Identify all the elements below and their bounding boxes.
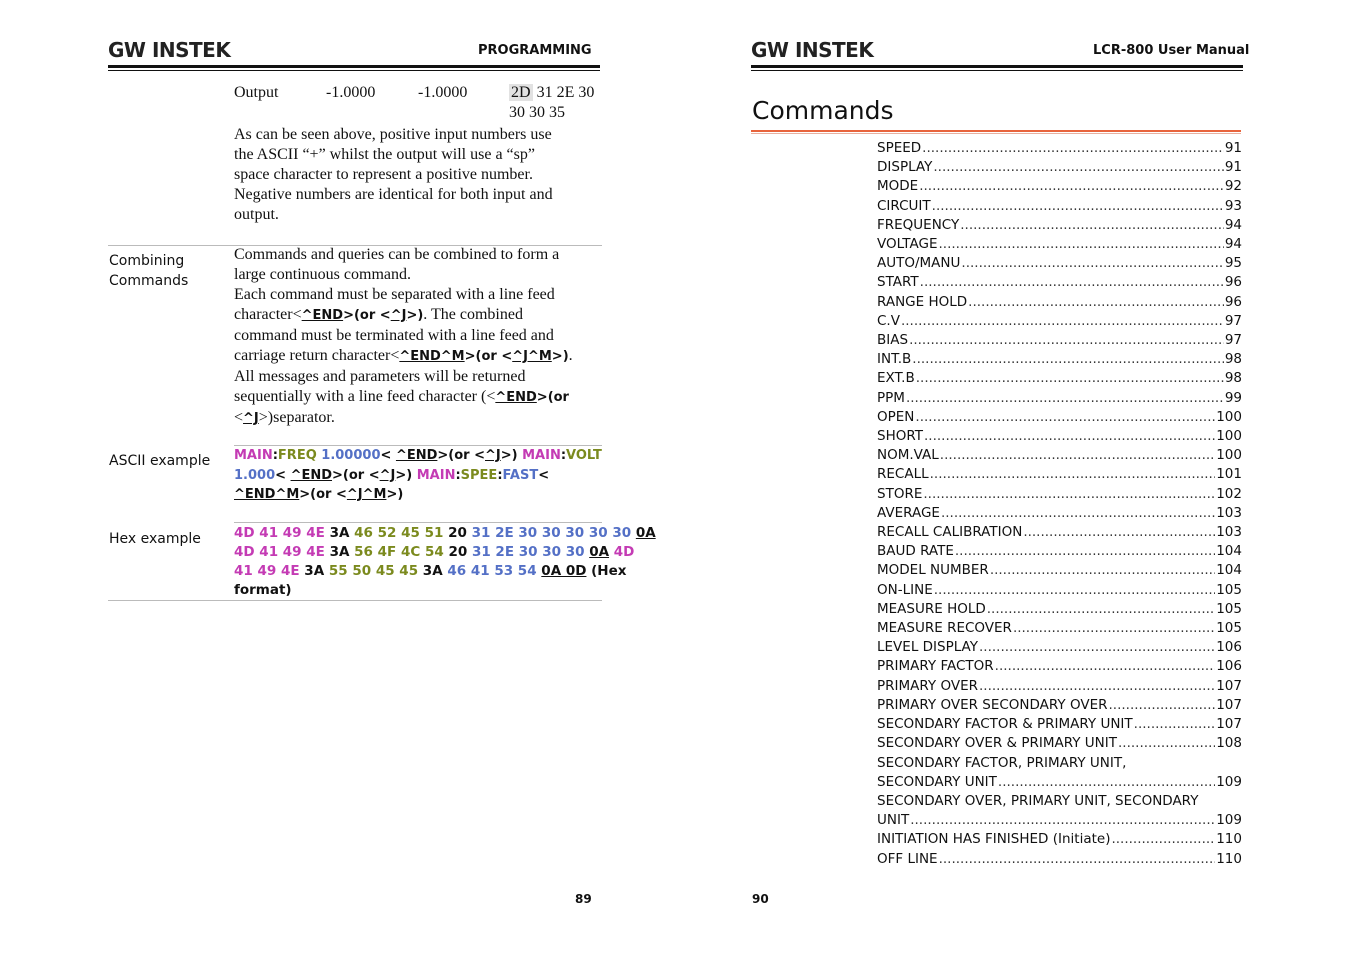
toc-entry-title: DISPLAY	[877, 159, 933, 176]
toc-entry-title: FREQUENCY	[877, 216, 960, 233]
toc-leader-dots	[961, 254, 1223, 273]
toc-entry-page: 102	[1216, 485, 1242, 502]
toc-entry-title: START	[877, 274, 919, 291]
hex-line: format)	[234, 582, 292, 598]
toc-entry-title: ON-LINE	[877, 581, 933, 598]
toc-entry-page: 107	[1216, 716, 1242, 733]
toc-leader-dots	[910, 811, 1215, 830]
toc-entry-title: SECONDARY UNIT	[877, 773, 997, 790]
toc-entry-page: 105	[1216, 581, 1242, 598]
toc-entry-page: 97	[1224, 332, 1242, 349]
value-token: 1.000	[234, 467, 276, 483]
toc-leader-dots	[916, 369, 1224, 388]
toc-leader-dots	[932, 197, 1224, 216]
toc-entry-title: LEVEL DISPLAY	[877, 639, 978, 656]
toc-entry-page: 92	[1224, 178, 1242, 195]
toc-entry[interactable]	[877, 792, 1242, 811]
text: >(or <	[437, 448, 485, 463]
text-line: command must be terminated with a line feed and	[234, 327, 554, 344]
combining-commands-label	[109, 251, 188, 291]
text: <	[234, 409, 244, 426]
toc-entry[interactable]	[877, 696, 1242, 715]
spee-token: SPEE	[460, 467, 498, 483]
hex-token: 41 49 4E	[234, 563, 300, 579]
toc-leader-dots	[990, 561, 1215, 580]
output-hex-line2: 30 30 35	[509, 104, 565, 121]
toc-leader-dots	[920, 273, 1224, 292]
explanation-line: the ASCII “+” whilst the output will use a “sp”	[234, 146, 535, 163]
commands-toc	[877, 139, 1242, 869]
text-line: large continuous command.	[234, 266, 411, 283]
hex-token: 0A 0D	[541, 563, 587, 579]
toc-entry-title: EXT.B	[877, 370, 915, 387]
toc-leader-dots	[923, 485, 1215, 504]
toc-entry[interactable]	[877, 293, 1242, 312]
toc-leader-dots	[968, 293, 1224, 312]
text-line	[234, 387, 604, 408]
j-token: ^J	[390, 308, 407, 323]
toc-entry-page: 96	[1224, 293, 1242, 310]
toc-entry-page: 91	[1224, 140, 1242, 156]
output-hex-highlight: 2D	[511, 84, 531, 101]
text: >)	[500, 448, 518, 463]
toc-entry-page: 106	[1216, 658, 1242, 675]
text: <	[275, 467, 287, 483]
text: . The combined	[423, 306, 523, 323]
toc-leader-dots	[924, 427, 1215, 446]
toc-leader-dots	[915, 408, 1215, 427]
end-token: ^END	[290, 467, 333, 483]
toc-leader-dots	[987, 600, 1215, 619]
output-hex-rest: 31 2E 30	[536, 84, 595, 101]
text: >(or <	[343, 308, 391, 323]
output-value-2: -1.0000	[418, 84, 468, 101]
toc-leader-dots	[1013, 619, 1215, 638]
toc-leader-dots	[960, 216, 1224, 235]
toc-entry-page: 98	[1224, 351, 1242, 368]
toc-entry[interactable]	[877, 830, 1242, 849]
header-rule-thin	[751, 70, 1243, 71]
toc-entry-title: SECONDARY OVER & PRIMARY UNIT	[877, 735, 1117, 752]
toc-entry[interactable]	[877, 734, 1242, 753]
toc-entry-title: SECONDARY FACTOR & PRIMARY UNIT	[877, 716, 1133, 733]
toc-entry[interactable]	[877, 158, 1242, 177]
toc-entry-title: RANGE HOLD	[877, 293, 968, 310]
toc-leader-dots	[995, 657, 1216, 676]
text: .	[568, 347, 573, 364]
colon: :	[455, 467, 461, 483]
toc-entry-page: 101	[1216, 466, 1242, 483]
toc-leader-dots	[955, 542, 1215, 561]
colon: :	[560, 448, 567, 463]
page-number: 90	[752, 892, 769, 906]
toc-entry-page: 94	[1224, 236, 1242, 253]
toc-entry-page: 108	[1216, 735, 1242, 752]
text: >)	[386, 487, 404, 502]
toc-entry-title: AVERAGE	[877, 504, 940, 521]
text: >)separator.	[258, 409, 335, 426]
toc-entry-title: MEASURE HOLD	[877, 600, 986, 617]
ascii-example-label: ASCII example	[109, 453, 211, 469]
toc-entry-page: 98	[1224, 370, 1242, 387]
toc-entry-title: MEASURE RECOVER	[877, 620, 1012, 637]
toc-entry-title: SPEED	[877, 140, 922, 156]
toc-entry-title: PRIMARY FACTOR	[877, 658, 994, 675]
toc-leader-dots	[1134, 715, 1216, 734]
toc-entry-title: AUTO/MANU	[877, 255, 961, 272]
end-token: ^END	[395, 448, 438, 463]
volt-token: VOLT	[566, 448, 602, 463]
toc-entry-page: 109	[1216, 812, 1242, 829]
toc-entry[interactable]	[877, 600, 1242, 619]
ascii-example-code	[234, 446, 604, 505]
toc-entry[interactable]	[877, 254, 1242, 273]
value-token: 1.00000	[321, 448, 381, 463]
toc-entry-title: OPEN	[877, 408, 915, 425]
text-line	[234, 305, 604, 326]
toc-leader-dots	[934, 581, 1215, 600]
text: sequentially with a line feed character (<	[234, 388, 496, 405]
toc-leader-dots	[922, 139, 1224, 158]
toc-entry[interactable]	[877, 850, 1242, 869]
toc-entry-page: 105	[1216, 600, 1242, 617]
toc-entry[interactable]	[877, 754, 1242, 773]
toc-entry[interactable]	[877, 350, 1242, 369]
j-token: ^J	[243, 411, 259, 426]
text: >(or <	[464, 349, 513, 364]
manual-title: LCR-800 User Manual	[1093, 43, 1250, 58]
hex-line	[234, 524, 656, 543]
page-title: Commands	[752, 96, 894, 125]
text: <	[380, 448, 392, 463]
hex-token: 0A	[589, 544, 610, 560]
toc-leader-dots	[1109, 696, 1216, 715]
toc-entry-title: SECONDARY OVER, PRIMARY UNIT, SECONDARY	[877, 792, 1199, 809]
hex-token: 3A	[304, 563, 325, 579]
toc-entry-page: 106	[1216, 639, 1242, 656]
text: >(or	[536, 390, 569, 405]
toc-leader-dots	[912, 350, 1224, 369]
toc-entry-title: SHORT	[877, 428, 923, 445]
toc-entry[interactable]	[877, 312, 1242, 331]
toc-leader-dots	[1111, 830, 1215, 849]
toc-entry[interactable]	[877, 139, 1242, 158]
hex-token: 4D 41 49 4E	[234, 525, 325, 541]
jm-token: ^J^M	[512, 349, 552, 364]
hex-example-label: Hex example	[109, 531, 201, 547]
hex-line	[234, 543, 635, 562]
text-line: Commands and queries can be combined to form a	[234, 246, 560, 263]
toc-entry[interactable]	[877, 389, 1242, 408]
toc-entry[interactable]	[877, 715, 1242, 734]
toc-entry-title: SECONDARY FACTOR, PRIMARY UNIT,	[877, 754, 1127, 771]
toc-entry-title: NOM.VAL	[877, 447, 939, 464]
toc-leader-dots	[919, 177, 1224, 196]
toc-entry[interactable]	[877, 657, 1242, 676]
toc-entry-title: PPM	[877, 389, 905, 406]
toc-entry[interactable]	[877, 273, 1242, 292]
toc-entry[interactable]	[877, 773, 1242, 792]
text-line	[234, 346, 604, 367]
toc-entry-page: 103	[1216, 504, 1242, 521]
toc-entry-title: C.V	[877, 312, 900, 329]
fast-token: FAST	[502, 467, 539, 483]
jm-token: ^J^M	[346, 487, 387, 502]
toc-entry-page: 95	[1224, 255, 1242, 272]
toc-leader-dots	[901, 312, 1224, 331]
toc-leader-dots	[998, 773, 1215, 792]
toc-leader-dots	[930, 465, 1216, 484]
toc-entry-page: 94	[1224, 216, 1242, 233]
toc-entry-page: 91	[1224, 159, 1242, 176]
toc-entry-title: INITIATION HAS FINISHED (Initiate)	[877, 831, 1111, 848]
freq-token: FREQ	[277, 448, 317, 463]
gw-instek-logo: GW INSTEK	[108, 38, 231, 62]
hex-token: 3A	[422, 563, 443, 579]
output-value-1: -1.0000	[326, 84, 376, 101]
toc-entry-page: 100	[1216, 408, 1242, 425]
endm-token: ^END^M	[399, 349, 465, 364]
combining-commands-text	[234, 245, 604, 429]
toc-entry-title: VOLTAGE	[877, 236, 938, 253]
hex-token: 55 50 45 45	[328, 563, 419, 579]
text-line	[234, 408, 604, 429]
toc-leader-dots	[979, 677, 1215, 696]
toc-entry[interactable]	[877, 811, 1242, 830]
label-line: Commands	[109, 273, 189, 289]
toc-leader-dots	[1118, 734, 1215, 753]
explanation-paragraph	[234, 125, 604, 225]
main-token: MAIN	[234, 448, 273, 463]
explanation-line: Negative numbers are identical for both input and	[234, 186, 553, 203]
toc-entry-page: 110	[1216, 831, 1242, 848]
toc-leader-dots	[979, 638, 1215, 657]
toc-entry[interactable]	[877, 638, 1242, 657]
toc-entry[interactable]	[877, 446, 1242, 465]
text: >(or <	[299, 487, 347, 502]
page-number: 89	[575, 892, 592, 906]
code-line	[234, 446, 604, 466]
toc-entry-page: 109	[1216, 773, 1242, 790]
explanation-line: As can be seen above, positive input numbers use	[234, 126, 552, 143]
toc-entry[interactable]	[877, 561, 1242, 580]
output-label: Output	[234, 84, 279, 101]
hex-token: 20	[448, 525, 467, 541]
toc-leader-dots	[909, 331, 1224, 350]
toc-entry-title: MODE	[877, 178, 919, 195]
toc-leader-dots	[1023, 523, 1215, 542]
hex-token: 0A	[635, 525, 656, 541]
toc-entry-page: 104	[1216, 562, 1242, 579]
toc-entry-title: OFF LINE	[877, 850, 938, 867]
toc-entry[interactable]	[877, 542, 1242, 561]
hex-token: (Hex	[591, 563, 627, 579]
hex-example-code	[234, 524, 656, 600]
toc-entry-title: STORE	[877, 485, 923, 502]
section-header: PROGRAMMING	[478, 43, 592, 58]
toc-entry-title: MODEL NUMBER	[877, 562, 989, 579]
toc-entry-page: 99	[1224, 389, 1242, 406]
header-rule-thick	[108, 65, 600, 68]
toc-entry[interactable]	[877, 485, 1242, 504]
toc-entry[interactable]	[877, 197, 1242, 216]
toc-entry[interactable]	[877, 408, 1242, 427]
text: >(or <	[332, 467, 380, 483]
toc-entry-title: CIRCUIT	[877, 197, 931, 214]
hex-token: 31 2E 30 30 30 30 30	[471, 525, 632, 541]
hex-token: 3A	[329, 544, 350, 560]
toc-entry[interactable]	[877, 581, 1242, 600]
toc-entry[interactable]	[877, 619, 1242, 638]
hex-token: 46 41 53 54	[447, 563, 537, 579]
toc-entry-page: 107	[1216, 696, 1242, 713]
text: carriage return character<	[234, 347, 400, 364]
toc-entry[interactable]	[877, 523, 1242, 542]
toc-entry[interactable]	[877, 331, 1242, 350]
toc-entry-page: 107	[1216, 677, 1242, 694]
row-divider	[234, 522, 602, 523]
main-token: MAIN	[522, 448, 561, 463]
label-line: Combining	[109, 253, 185, 269]
text-line: Each command must be separated with a line feed	[234, 286, 555, 303]
toc-leader-dots	[941, 504, 1215, 523]
toc-entry-page: 96	[1224, 274, 1242, 291]
j-token: ^J	[485, 448, 501, 463]
hex-token: 4D 41 49 4E	[234, 544, 325, 560]
explanation-line: space character to represent a positive number.	[234, 166, 533, 183]
text: <	[538, 467, 550, 483]
explanation-line: output.	[234, 206, 279, 223]
code-line	[234, 466, 604, 486]
colon: :	[272, 448, 278, 463]
toc-entry-title: PRIMARY OVER SECONDARY OVER	[877, 696, 1108, 713]
toc-entry[interactable]	[877, 677, 1242, 696]
hex-token: 4D	[613, 544, 635, 560]
toc-entry-title: UNIT	[877, 812, 910, 829]
end-token: ^END	[301, 308, 344, 323]
toc-entry-title: RECALL CALIBRATION	[877, 524, 1023, 541]
j-token: ^J	[379, 467, 396, 483]
toc-entry-page: 93	[1224, 197, 1242, 214]
main-token: MAIN	[416, 467, 456, 483]
text: >)	[551, 349, 569, 364]
gw-instek-logo: GW INSTEK	[751, 38, 874, 62]
hex-token: 46 52 45 51	[354, 525, 444, 541]
output-hex	[509, 83, 594, 103]
header-rule-thin	[108, 70, 600, 71]
colon: :	[497, 467, 503, 483]
code-line	[234, 485, 604, 505]
toc-leader-dots	[933, 158, 1223, 177]
row-divider	[108, 600, 602, 601]
toc-entry-page: 100	[1216, 428, 1242, 445]
text: >)	[395, 467, 413, 483]
hex-line	[234, 562, 627, 581]
toc-entry-title: PRIMARY OVER	[877, 677, 978, 694]
toc-entry-page: 97	[1224, 312, 1242, 329]
toc-entry[interactable]	[877, 235, 1242, 254]
toc-entry[interactable]	[877, 216, 1242, 235]
toc-entry-page: 100	[1216, 447, 1242, 464]
hex-token: 3A	[329, 525, 350, 541]
toc-entry-title: BIAS	[877, 332, 909, 349]
hex-token: 20	[448, 544, 468, 560]
toc-entry[interactable]	[877, 427, 1242, 446]
toc-entry-title: RECALL	[877, 466, 929, 483]
hex-token: 31 2E 30 30 30	[471, 544, 585, 560]
title-rule	[751, 130, 1241, 132]
toc-leader-dots	[939, 850, 1216, 869]
toc-entry-title: BAUD RATE	[877, 543, 954, 560]
text: character<	[234, 306, 302, 323]
toc-entry[interactable]	[877, 177, 1242, 196]
text: >)	[406, 308, 424, 323]
toc-leader-dots	[938, 235, 1223, 254]
toc-entry-page: 110	[1216, 850, 1242, 867]
toc-entry[interactable]	[877, 465, 1242, 484]
header-rule-thick	[751, 65, 1243, 68]
toc-entry-page: 103	[1216, 524, 1242, 541]
text-line: All messages and parameters will be returned	[234, 368, 526, 385]
toc-leader-dots	[906, 389, 1224, 408]
toc-entry-page: 104	[1216, 543, 1242, 560]
end-token: ^END	[495, 390, 537, 405]
hex-token: 56 4F 4C 54	[354, 544, 444, 560]
toc-entry[interactable]	[877, 504, 1242, 523]
toc-leader-dots	[940, 446, 1215, 465]
endm-token: ^END^M	[234, 487, 300, 502]
title-rule-shadow	[751, 133, 1241, 134]
toc-entry-page: 105	[1216, 620, 1242, 637]
toc-entry-title: INT.B	[877, 351, 912, 368]
toc-entry[interactable]	[877, 369, 1242, 388]
